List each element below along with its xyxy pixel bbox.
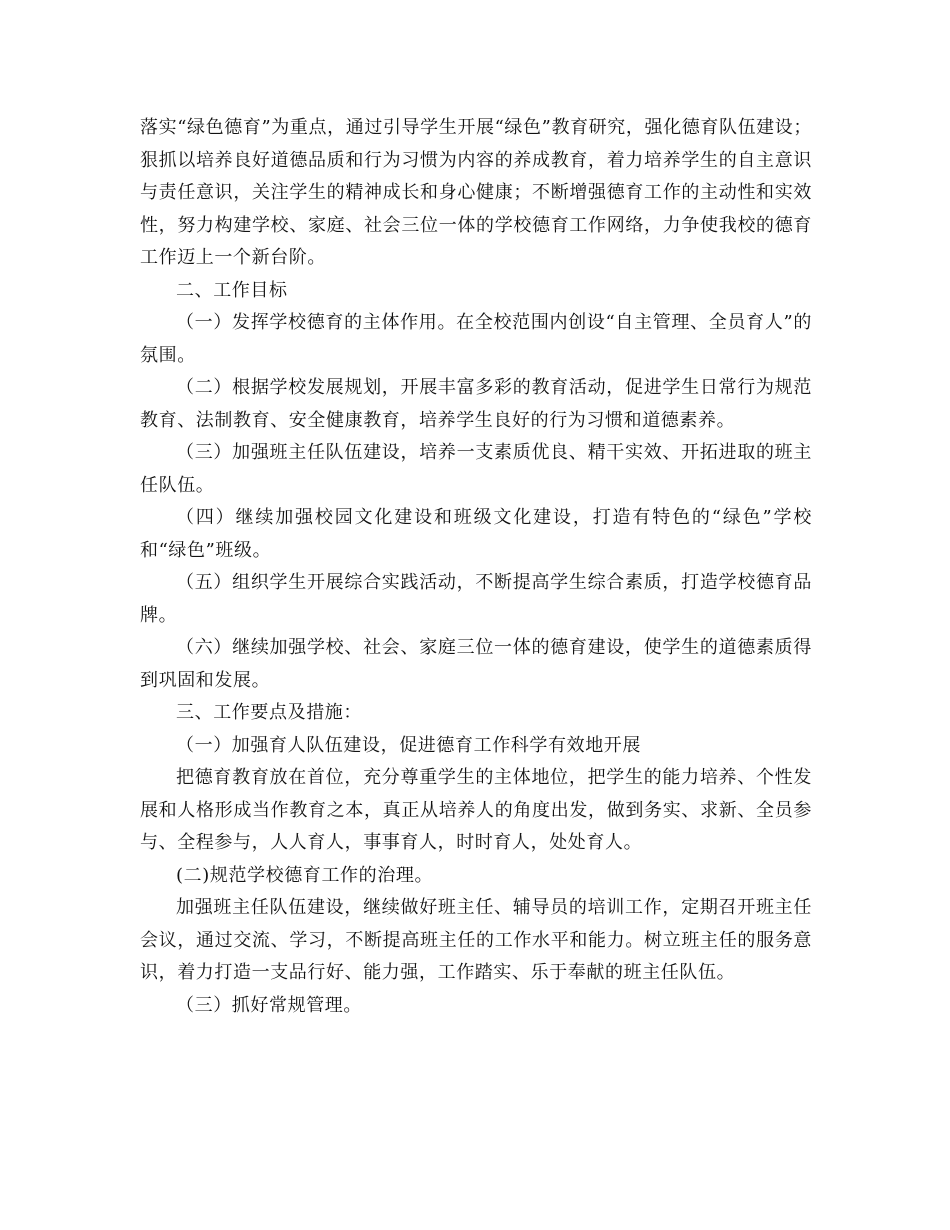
goal-item-5: （五）组织学生开展综合实践活动，不断提高学生综合素质，打造学校德育品牌。 bbox=[140, 572, 812, 626]
goal-item-1: （一）发挥学校德育的主体作用。在全校范围内创设“自主管理、全员育人”的氛围。 bbox=[140, 312, 812, 366]
goal-item-4: （四）继续加强校园文化建设和班级文化建设，打造有特色的“绿色”学校和“绿色”班级。 bbox=[140, 507, 812, 561]
section-heading-goals: 二、工作目标 bbox=[176, 279, 288, 301]
paragraph-intro: 落实“绿色德育”为重点，通过引导学生开展“绿色”教育研究，强化德育队伍建设；狠抓以培养良好道德品质和行为习惯为内容的养成教育，着力培养学生的自主意识与责任意识，关注学生的精神成长和身心健康；不断增强德育工作的主动性和实效性，努力构建学校、家庭、社会三位一体的学校德育工作网络，力争使我校的德育工作迈上一个新台阶。 bbox=[140, 117, 812, 268]
goal-item-6: （六）继续加强学校、社会、家庭三位一体的德育建设，使学生的道德素质得到巩固和发展。 bbox=[140, 637, 812, 691]
paragraph-team-building: 把德育教育放在首位，充分尊重学生的主体地位，把学生的能力培养、个性发展和人格形成当作教育之本，真正从培养人的角度出发，做到务实、求新、全员参与、全程参与，人人育人，事事育人，时时育人，处处育人。 bbox=[140, 767, 812, 853]
goal-item-2: （二）根据学校发展规划，开展丰富多彩的教育活动，促进学生日常行为规范教育、法制教育、安全健康教育，培养学生良好的行为习惯和道德素养。 bbox=[140, 377, 812, 431]
subheading-routine-management: （三）抓好常规管理。 bbox=[176, 994, 362, 1016]
document-page bbox=[140, 112, 812, 1022]
subheading-team-building: （一）加强育人队伍建设，促进德育工作科学有效地开展 bbox=[176, 734, 641, 756]
paragraph-governance: 加强班主任队伍建设，继续做好班主任、辅导员的培训工作，定期召开班主任会议，通过交流、学习，不断提高班主任的工作水平和能力。树立班主任的服务意识，着力打造一支品行好、能力强，工作踏实、乐于奉献的班主任队伍。 bbox=[140, 897, 812, 983]
goal-item-3: （三）加强班主任队伍建设，培养一支素质优良、精干实效、开拓进取的班主任队伍。 bbox=[140, 442, 812, 496]
subheading-governance: (二)规范学校德育工作的治理。 bbox=[176, 864, 434, 886]
section-heading-measures: 三、工作要点及措施： bbox=[176, 702, 362, 723]
